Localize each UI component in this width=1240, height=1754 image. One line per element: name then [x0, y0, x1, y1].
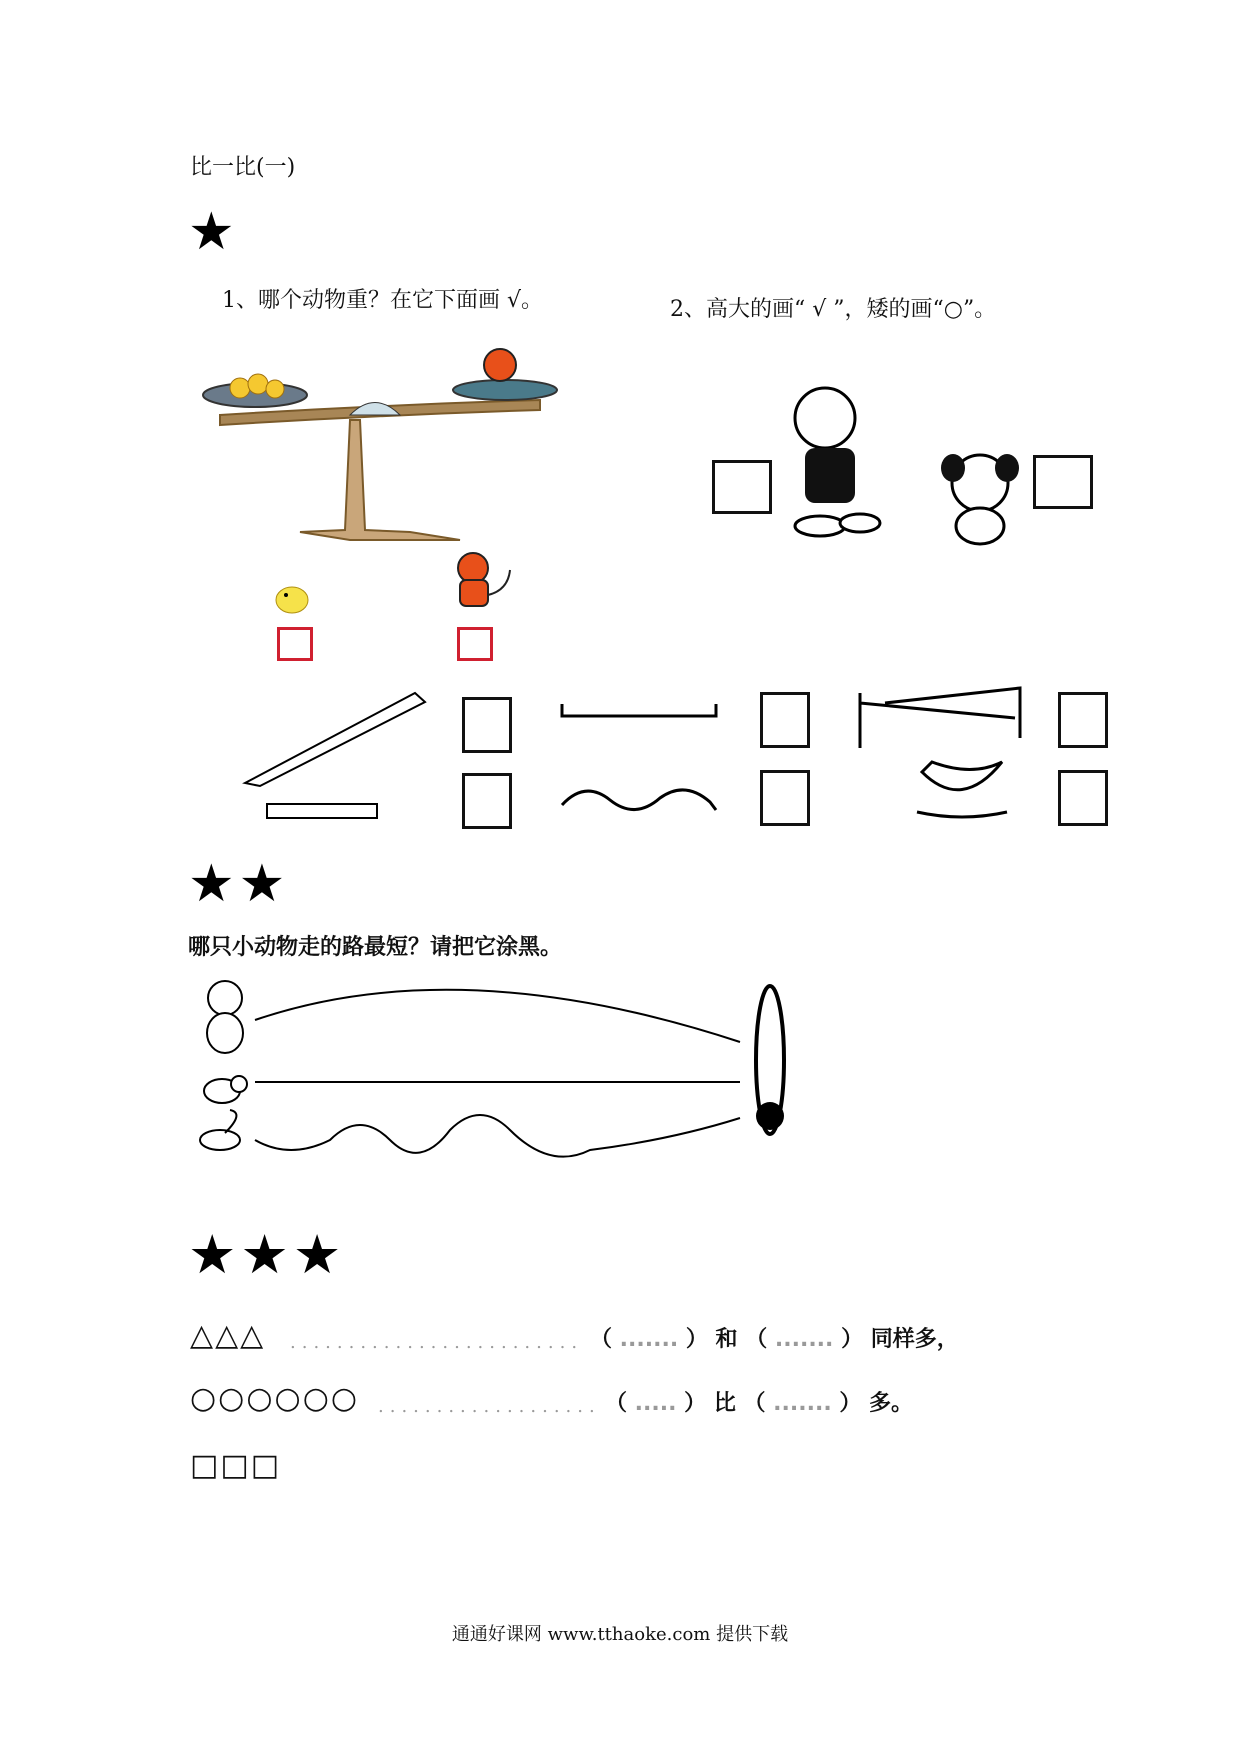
- row1-mid-text: 和: [715, 1327, 738, 1352]
- answer-box-dog[interactable]: [1033, 455, 1093, 509]
- answer-box-chick[interactable]: [277, 627, 313, 661]
- answer-box-tiger[interactable]: [712, 460, 772, 514]
- circle-row: ○○○○○○: [190, 1381, 360, 1416]
- cat-icon: [448, 550, 518, 610]
- wavy-line-shape: [560, 780, 720, 820]
- row1-end-text: 同样多，: [870, 1327, 959, 1352]
- straight-line-shape: [560, 702, 720, 726]
- question-2: 2、高大的画“ √ ”，矮的画“○”。: [670, 297, 997, 322]
- triangle-row: △△△: [190, 1318, 266, 1353]
- answer-box-wavy-line[interactable]: [760, 770, 810, 826]
- row1-blank2-close: ）: [841, 1327, 864, 1352]
- answer-box-straight-line[interactable]: [760, 692, 810, 748]
- page-footer: 通通好课网 www.tthaoke.com 提供下载: [451, 1624, 789, 1645]
- pencil-icon: [240, 688, 440, 788]
- difficulty-stars-2: ★★: [188, 854, 290, 914]
- difficulty-stars-3: ★★★: [188, 1223, 346, 1286]
- answer-box-pencil[interactable]: [462, 697, 512, 753]
- answer-box-cat[interactable]: [457, 627, 493, 661]
- answer-box-eraser[interactable]: [462, 773, 512, 829]
- row2-blank1-open[interactable]: （: [605, 1391, 628, 1416]
- eraser-icon: [265, 800, 385, 824]
- row2-blank2-open[interactable]: （: [743, 1391, 766, 1416]
- rabbit-icon: [197, 1066, 252, 1106]
- row2-mid-text: 比: [713, 1391, 736, 1416]
- row1-blank1-close: ）: [685, 1327, 708, 1352]
- dot-leader-1: .........................: [290, 1332, 584, 1353]
- paths-diagram: [250, 980, 810, 1180]
- page-title: 比一比(一): [190, 155, 296, 180]
- tiger-icon: [775, 378, 885, 538]
- answer-box-bed[interactable]: [1058, 692, 1108, 748]
- row2-fill-in: （ ..... ） 比 （ ....... ） 多。: [605, 1391, 914, 1416]
- squirrel-icon: [195, 1108, 250, 1153]
- row2-blank2-close: ）: [839, 1391, 862, 1416]
- row1-fill-in: （ ....... ） 和 （ ....... ） 同样多，: [590, 1327, 959, 1352]
- dot-leader-2: ...................: [378, 1396, 601, 1417]
- row2-end-text: 多。: [869, 1391, 914, 1416]
- chick-icon: [272, 580, 312, 616]
- balance-scale-image: [200, 360, 570, 540]
- answer-box-cradle[interactable]: [1058, 770, 1108, 826]
- difficulty-stars-1: ★: [188, 202, 239, 262]
- dog-icon: [935, 448, 1025, 548]
- question-3: 哪只小动物走的路最短？请把它涂黑。: [188, 935, 563, 960]
- row1-blank2-open[interactable]: （: [745, 1327, 768, 1352]
- bear-icon: [195, 978, 255, 1058]
- question-1: 1、哪个动物重？在它下面画 √。: [222, 288, 544, 313]
- row2-blank1-close: ）: [684, 1391, 707, 1416]
- cradle-icon: [912, 742, 1012, 822]
- row1-blank1-open[interactable]: （: [590, 1327, 613, 1352]
- square-row: □□□: [190, 1448, 282, 1483]
